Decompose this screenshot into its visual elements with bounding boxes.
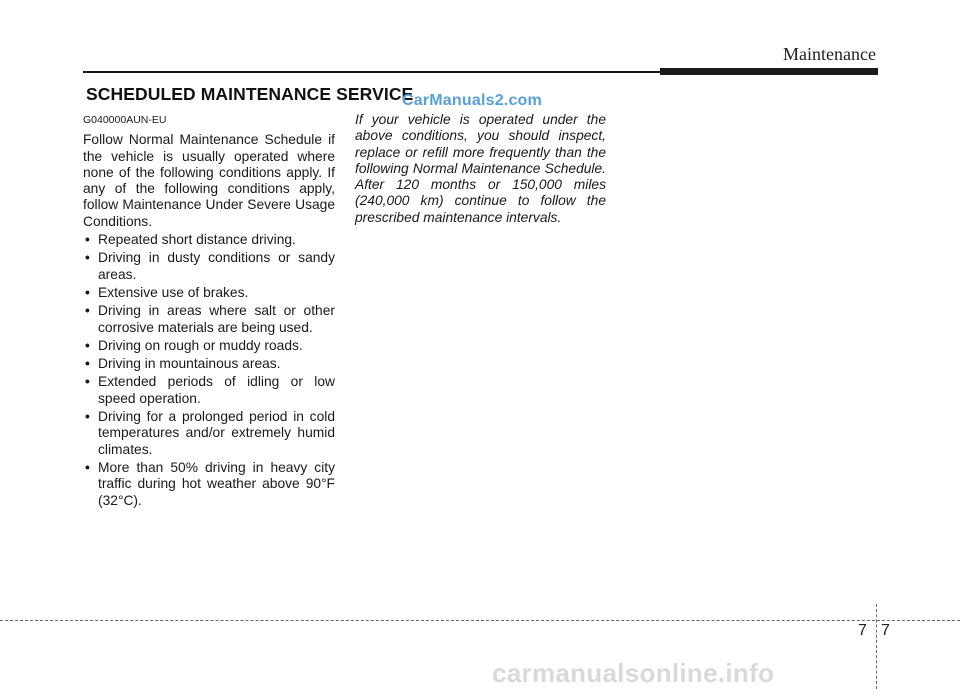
list-item: • Extensive use of brakes.	[85, 284, 249, 300]
page-divider	[876, 604, 877, 689]
condition-list	[83, 232, 335, 509]
chapter-number: 7	[858, 622, 867, 639]
footer-divider	[0, 620, 960, 621]
list-item: • Driving on rough or muddy roads.	[85, 337, 303, 353]
bullet-icon: •	[85, 303, 90, 319]
bullet-icon: •	[85, 250, 90, 266]
section-title: SCHEDULED MAINTENANCE SERVICE	[86, 84, 414, 104]
list-item: • Driving in mountainous areas.	[85, 356, 281, 372]
list-item: • More than 50% driving in heavy city traffic during hot weather above 90°F (32°C).	[85, 459, 335, 508]
severe-conditions-note: If your vehicle is operated under the above conditions, you should inspect, replace or refill more frequently than the following Normal Maintenance Schedule. After 120 months or 150,000 miles (240,000 km) continue to follow the prescribed maintenance intervals.	[355, 112, 606, 225]
watermark-link[interactable]: CarManuals2.com	[402, 92, 542, 109]
intro-paragraph: Follow Normal Maintenance Schedule if the vehicle is usually operated where none of the following conditions apply. If any of the following conditions apply, follow Maintenance Under Severe Usage Conditions.	[83, 132, 335, 229]
left-column	[83, 112, 335, 509]
bullet-icon: •	[85, 232, 90, 248]
bullet-icon: •	[85, 337, 90, 353]
section-code: G040000AUN-EU	[83, 114, 167, 126]
list-item: • Extended periods of idling or low speed operation.	[85, 374, 335, 406]
header-title: Maintenance	[783, 44, 876, 64]
page-number: 7	[881, 622, 890, 639]
list-item: • Driving in areas where salt or other corrosive materials are being used.	[85, 303, 335, 335]
bullet-icon: •	[85, 284, 90, 300]
header-rule-thin	[83, 71, 660, 73]
list-item: • Repeated short distance driving.	[85, 232, 296, 248]
bullet-icon: •	[85, 356, 90, 372]
header-rule-thick	[660, 68, 878, 75]
bullet-icon: •	[85, 374, 90, 390]
bullet-icon: •	[85, 459, 90, 475]
footer-watermark: carmanualsonline.info	[492, 658, 775, 688]
bullet-icon: •	[85, 409, 90, 425]
list-item: • Driving for a prolonged period in cold temperatures and/or extremely humid climates.	[85, 409, 335, 457]
list-item: • Driving in dusty conditions or sandy areas.	[85, 250, 335, 282]
